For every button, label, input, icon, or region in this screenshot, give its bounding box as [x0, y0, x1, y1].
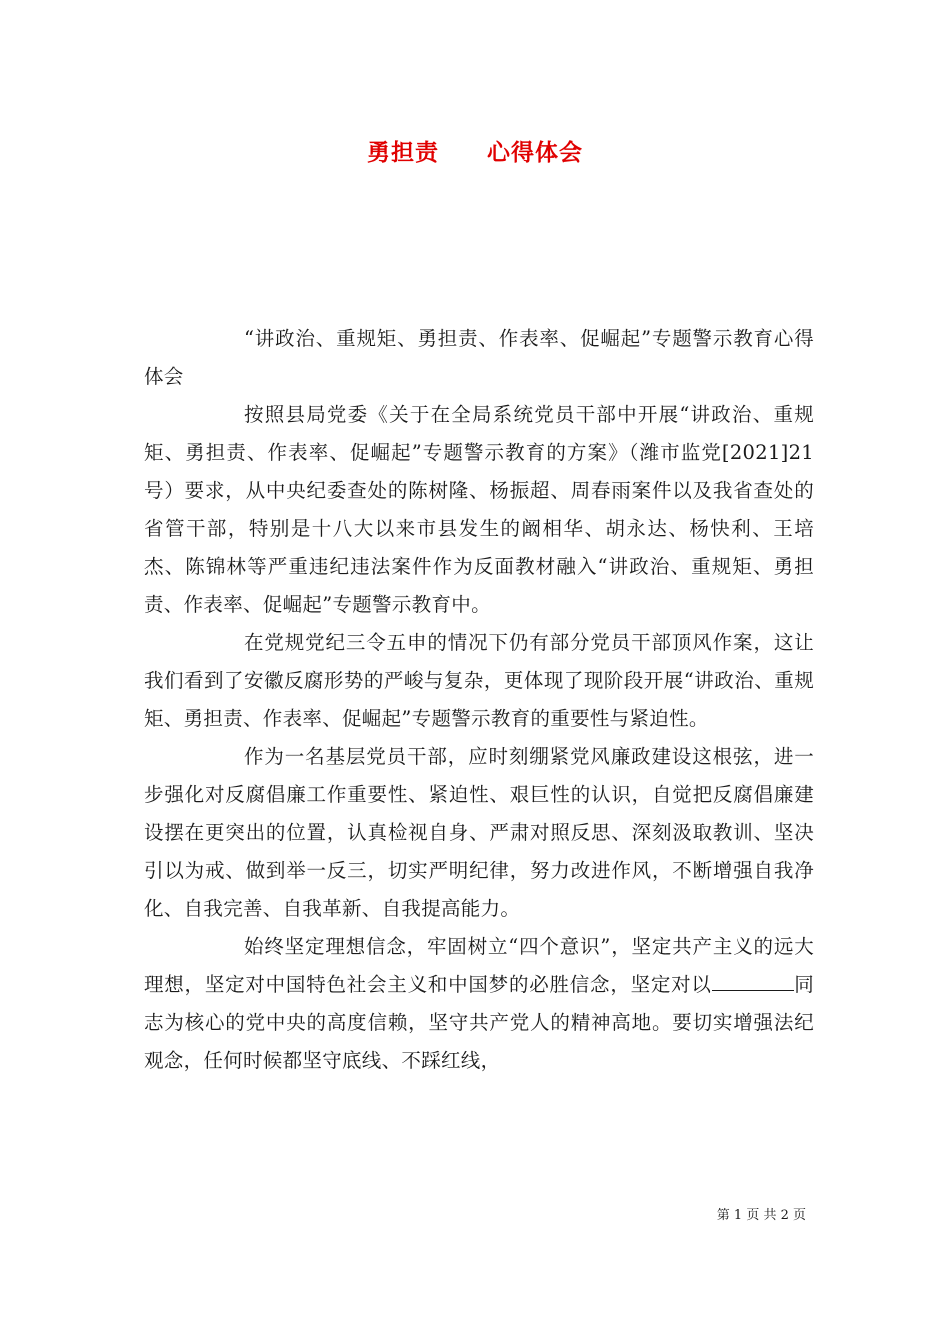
paragraph-situation: 在党规党纪三令五申的情况下仍有部分党员干部顶风作案，这让我们看到了安徽反腐形势的严峻与复杂，更体现了现阶段开展“讲政治、重规矩、勇担责、作表率、促崛起”专题警示教育的重要性与紧迫性。	[144, 631, 814, 730]
page-footer: 第 1 页 共 2 页	[716, 1208, 806, 1223]
document-title: 勇担责 心得体会	[367, 140, 583, 166]
paragraph-ideals	[144, 928, 814, 1080]
paragraph-subtitle: “讲政治、重规矩、勇担责、作表率、促崛起”专题警示教育心得体会	[144, 327, 814, 388]
blank-underline	[712, 968, 794, 991]
paragraph-ideals-part-1: 始终坚定理想信念，牢固树立“四个意识”，坚定共产主义的远大理想，坚定对中国特色社会主义和中国梦的必胜信念，坚定对以	[144, 935, 814, 996]
paragraph-ideals-part-2: 同志为核心的党中央的高度信赖，坚守共产党人的精神高地。要切实增强法纪观念，任何时候都坚守底线、不踩红线，	[144, 973, 814, 1072]
paragraph-commitment: 作为一名基层党员干部，应时刻绷紧党风廉政建设这根弦，进一步强化对反腐倡廉工作重要性、紧迫性、艰巨性的认识，自觉把反腐倡廉建设摆在更突出的位置，认真检视自身、严肃对照反思、深刻汲取教训、坚决引以为戒、做到举一反三，切实严明纪律，努力改进作风，不断增强自我净化、自我完善、自我革新、自我提高能力。	[144, 745, 814, 920]
document-body	[144, 320, 814, 1080]
paragraph-intro: 按照县局党委《关于在全局系统党员干部中开展“讲政治、重规矩、勇担责、作表率、促崛起”专题警示教育的方案》（潍市监党[2021]21号）要求，从中央纪委查处的陈树隆、杨振超、周春雨案件以及我省查处的省管干部，特别是十八大以来市县发生的阚相华、胡永达、杨快利、王培杰、陈锦林等严重违纪违法案件作为反面教材融入“讲政治、重规矩、勇担责、作表率、促崛起”专题警示教育中。	[144, 403, 814, 616]
